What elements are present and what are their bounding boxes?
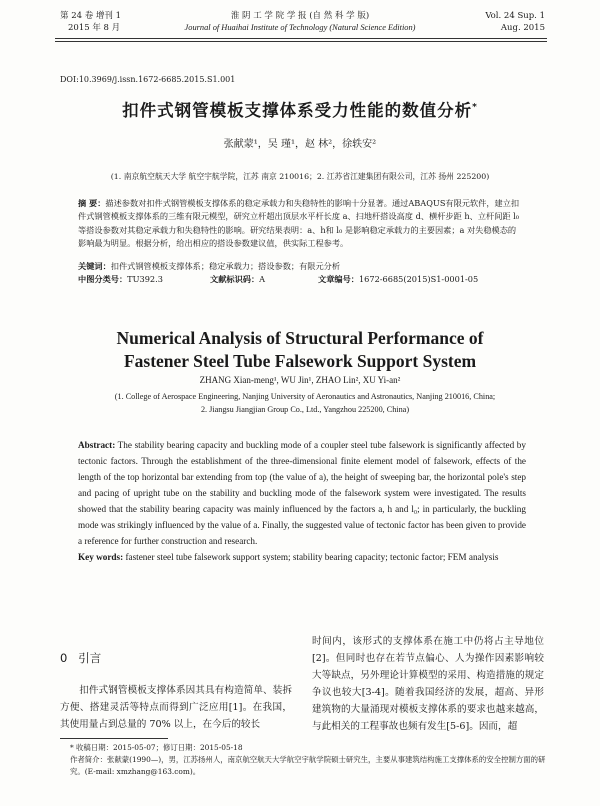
author-bio: 作者简介：张献蒙(1990—)，男，江苏扬州人，南京航空航天大学航空宇航学院硕士研究生，主要从事建筑结构施工支撑体系的安全控制方面的研究。(E-mail: xmzhang@163.com)。: [70, 755, 546, 776]
received-date: * 收稿日期：2015-05-07；修订日期：2015-05-18: [70, 743, 243, 752]
abstract-cn: [78, 197, 523, 251]
abstract-en: [78, 437, 526, 565]
keywords-en: [78, 549, 526, 565]
doc-code-label: 文献标识码：: [210, 274, 260, 284]
affiliation-en-line1: (1. College of Aerospace Engineering, Nanjing University of Aeronautics and Astronautics, Nanjing 210016, China;: [114, 392, 496, 401]
article-number: [318, 274, 478, 285]
keywords-label-cn: 关键词：: [78, 261, 111, 271]
article-no-value: 1672-6685(2015)S1-0001-05: [358, 274, 479, 284]
article-no-label: 文章编号：: [318, 274, 359, 284]
affiliation-en-line2: 2. Jiangsu Jiangjian Group Co., Ltd., Yangzhou 225200, China): [200, 405, 410, 414]
volume-en: Vol. 24 Sup. 1: [485, 11, 545, 21]
volume-issue: 第 24 卷 增刊 1: [60, 11, 122, 21]
journal-name-en: Journal of Huaihai Institute of Technology (Natural Science Edition): [184, 23, 416, 32]
keywords-label-en: Key words:: [78, 552, 124, 562]
date-en: Aug. 2015: [500, 23, 545, 33]
body-left-column: 扣件式钢管模板支撑体系因其具有构造简单、装拆方便、搭建灵活等特点而得到广泛应用[1]。在我国，其使用量占到总量的 70% 以上，在今后的较长: [60, 685, 292, 730]
journal-name-cn: 淮 阴 工 学 院 学 报 (自 然 科 学 版): [230, 11, 370, 21]
section-heading: [60, 650, 101, 666]
authors-cn: 张献蒙¹，吴 瑾¹，赵 林²，徐轶安²: [223, 139, 377, 150]
section-title: 引言: [78, 651, 102, 665]
title-footnote-mark: *: [472, 102, 478, 113]
keywords-text-en: fastener steel tube falsework support system; stability bearing capacity; tectonic factor; FEM analysis: [123, 552, 499, 562]
section-number: 0: [60, 651, 68, 665]
affiliation-cn: (1. 南京航空航天大学 航空宇航学院，江苏 南京 210016；2. 江苏省江建集团有限公司，江苏 扬州 225200): [110, 172, 490, 181]
authors-en: ZHANG Xian-meng¹, WU Jin¹, ZHAO Lin², XU Yi-an²: [199, 375, 401, 385]
clc-number: [78, 274, 163, 285]
keywords-cn: [78, 260, 523, 273]
abstract-label-cn: 摘 要：: [78, 198, 106, 208]
doc-code: [210, 274, 265, 285]
doi: DOI:10.3969/j.issn.1672-6685.2015.S1.001: [60, 75, 236, 84]
clc-value: TU392.3: [127, 274, 163, 284]
clc-label: 中图分类号：: [78, 274, 128, 284]
paper-title-en-line1: Numerical Analysis of Structural Performance of: [116, 328, 484, 348]
abstract-label-en: Abstract:: [78, 440, 116, 450]
paper-title-cn: [0, 97, 600, 121]
issue-date: 2015 年 8 月: [68, 23, 121, 33]
footnote: [70, 742, 550, 778]
footnote-rule: [60, 738, 168, 739]
paper-title-en-line2: Fastener Steel Tube Falsework Support System: [123, 351, 477, 371]
header-rule: [55, 38, 547, 39]
abstract-text-en: The stability bearing capacity and buckling mode of a coupler steel tube falsework is significantly affected by tectonic factors. Through the establishment of the three-dimensional finite element model of falsework, effects of the length of the top horizontal bar extending from top (the value of a), the height of sweeping bar, the horizontal pole's step and pacing of upright tube on the stability and buckling mode of the falsework system were investigated. The results showed that the stability bearing capacity was mainly influenced by the factors a, h and l₀; in particularly, the buckling mode was strikingly influenced by the value of a. Finally, the suggested value of tectonic factor has been given to provide a reference for further construction and research.: [78, 440, 526, 546]
body-right-column: 时间内，该形式的支撑体系在施工中仍将占主导地位[2]。但同时也存在若节点偏心、人为操作因素影响较大等缺点，另外理论计算模型的采用、构造措施的规定争议也较大[3-4]。随着我国经济的发展，超高、异形建筑物的大量涌现对模板支撑体系的要求也越来越高，与此相关的工程事故也频有发生[5-6]。因而，超: [312, 636, 544, 732]
header-rule-thin: [55, 41, 547, 42]
abstract-text-cn: 描述参数对扣件式钢管模板支撑体系的稳定承载力和失稳特性的影响十分显著。通过ABAQUS有限元软件，建立扣件式钢管模板支撑体系的三维有限元模型，研究立杆超出顶层水平杆长度 a、扫地杆搭设高度 d、横杆步距 h、立杆间距 l₀ 等搭设参数对其稳定承载力和失稳特性的影响。研究结果表明：a、h和 l₀ 是影响稳定承载力的主要因素；a 对失稳模态的影响最为明显。根据分析，给出相应的搭设参数建议值，供实际工程参考。: [78, 198, 520, 249]
affiliation-en: [70, 390, 540, 416]
doc-code-value: A: [259, 274, 266, 284]
journal-volume-en: [485, 10, 545, 34]
title-text-cn: 扣件式钢管模板支撑体系受力性能的数值分析: [122, 101, 473, 120]
keywords-text-cn: 扣件式钢管模板支撑体系；稳定承载力；搭设参数；有限元分析: [110, 261, 341, 271]
